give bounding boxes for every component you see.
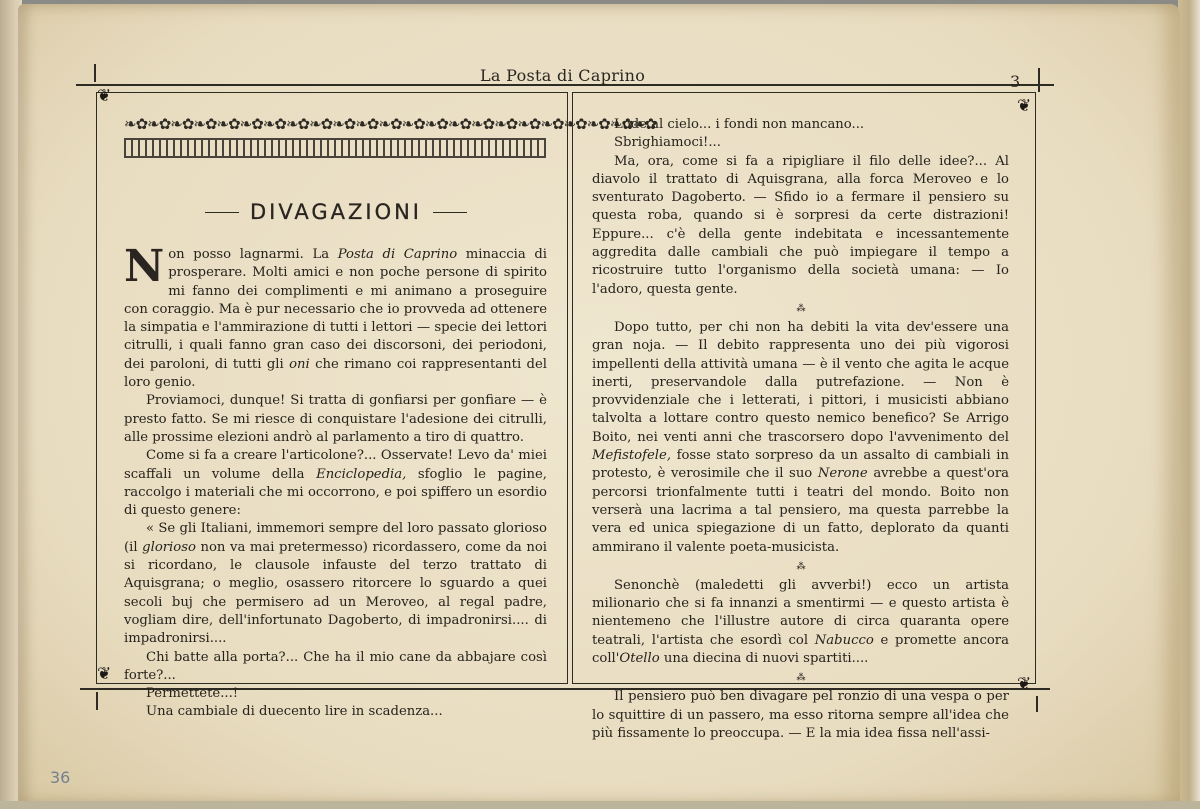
paragraph: Come si fa a creare l'articolone?... Osservate! Levo da' miei scaffali un volume della Enciclopedia, sfoglio le pagine, raccolgo i materiali che mi occorrono, e poi spiffero un esordio di questo genere: xyxy=(124,448,547,519)
footer-tick-right xyxy=(1036,696,1038,712)
margin-note: 36 xyxy=(50,768,71,787)
paragraph: « Se gli Italiani, immemori sempre del loro passato glorioso (il glorioso non va mai pretermesso) ricordassero, come da noi si ricordano, le clausole infauste del terzo trattato di Aquisgrana; o meglio, osassero ritorcere lo sguardo a quei secoli buj che permisero ad un Meroveo, al regal padre, vogliam dire, dell'infortunato Dagoberto, di impadronirsi.... di impadronirsi.... xyxy=(124,521,547,647)
fleuron-icon: ❦ xyxy=(97,86,112,106)
paragraph: Senonchè (maledetti gli avverbi!) ecco un artista milionario che si fa innanzi a smentirmi — e questo artista è nientemeno che l'illustre autore di circa quaranta opere teatrali, l'artista che esordì col Nabucco e promette ancora coll'Otello una diecina di nuovi spartiti.... xyxy=(592,577,1009,667)
vine-ornament-icon: ❧✿❧✿❧✿❧✿❧✿❧✿❧✿❧✿❧✿❧✿❧✿❧✿❧✿❧✿❧✿❧✿❧✿❧✿❧✿❧✿❧✿❧✿❧✿ xyxy=(124,115,657,133)
page-edge-bottom xyxy=(0,801,1200,809)
right-column xyxy=(592,116,1009,743)
title-dash-left xyxy=(205,212,239,213)
section-mark: ⁂ xyxy=(796,561,805,572)
footer-tick-left xyxy=(96,692,98,710)
fleuron-icon: ❦ xyxy=(1017,674,1032,694)
header-tick-left xyxy=(94,64,96,82)
page-number: 3 xyxy=(1010,72,1021,91)
drop-cap: N xyxy=(124,241,165,292)
paragraph: Chi batte alla porta?... Che ha il mio cane da abbajare così forte?... xyxy=(124,649,547,683)
paragraph: Permettete...! xyxy=(146,686,239,702)
fleuron-icon: ❦ xyxy=(97,664,112,684)
running-head-title: La Posta di Caprino xyxy=(480,66,646,85)
paragraph: Non posso lagnarmi. La Posta di Caprino minaccia di prosperare. Molti amici e non poche persone di spirito mi fanno dei complimenti e mi animano a proseguire con coraggio. Ma è pur necessario che io provveda ad ottenere la simpatia e l'ammirazione di tutti i lettori — specie dei lettori citrulli, i quali fanno gran caso dei discorsoni, dei periodoni, dei paroloni, di tutti gli oni che rimano coi rappresentanti del loro genio. xyxy=(124,241,547,391)
paragraph: Ma, ora, come si fa a ripigliare il filo delle idee?... Al diavolo il trattato di Aquisgrana, alla forca Meroveo e lo sventurato Dagoberto. — Sfido io a fermare il pensiero su questa roba, quando si è sorpresi da certe distrazioni! Eppure... c'è della gente indebitata e incessantemente aggredita dalle cambiali che può impiegare il tempo a ricostruire tutto l'organismo della società umana: — Io l'adoro, questa gente. xyxy=(592,153,1009,297)
paragraph: Lode al cielo... i fondi non mancano... xyxy=(614,117,865,132)
paragraph: Dopo tutto, per chi non ha debiti la vita dev'essere una gran noja. — Il debito rappresenta uno dei più vigorosi impellenti della attività umana — è il vento che agita le acque inerti, preservandole dalla putrefazione. — Non è provvidenziale che i letterati, i pittori, i musicisti abbiano talvolta a lottare contro questo nemico benefico? Se Arrigo Boito, nei venti anni che trascorsero dopo l'avvenimento del Mefistofele, fosse stato sorpreso da un assalto di cambiali in protesto, è verosimile che il suo Nerone avrebbe a quest'ora percorsi trionfalmente tutti i teatri del mondo. Boito non verserà una lacrima a tal pensiero, ma questa parrebbe la vera ed unica spiegazione di un fatto, deplorato da quanti ammirano il valente poeta-musicista. xyxy=(592,319,1009,555)
paragraph: Il pensiero può ben divagare pel ronzio di una vespa o per lo squittire di un passero, ma esso ritorna sempre all'idea che più fissamente lo preoccupa. — E la mia idea fissa nell'assi- xyxy=(592,689,1009,741)
section-mark: ⁂ xyxy=(796,303,805,314)
fleuron-icon: ❦ xyxy=(1017,96,1032,116)
paragraph: Una cambiale di duecento lire in scadenza... xyxy=(146,704,443,720)
page-edge-right xyxy=(1178,0,1200,809)
left-column xyxy=(124,241,547,722)
paragraph: Proviamoci, dunque! Si tratta di gonfiarsi per gonfiare — è presto fatto. Se mi riesce di conquistare l'adesione dei citrulli, alle prossime elezioni andrò al parlamento a tiro di quattro. xyxy=(124,393,547,445)
article-title: DIVAGAZIONI xyxy=(249,200,423,224)
greek-key-border-icon xyxy=(124,138,546,158)
header-tick-right xyxy=(1038,68,1040,92)
paragraph: Sbrighiamoci!... xyxy=(614,135,721,151)
article-title-block xyxy=(190,200,482,224)
title-dash-right xyxy=(433,212,467,213)
section-mark: ⁂ xyxy=(796,673,805,684)
